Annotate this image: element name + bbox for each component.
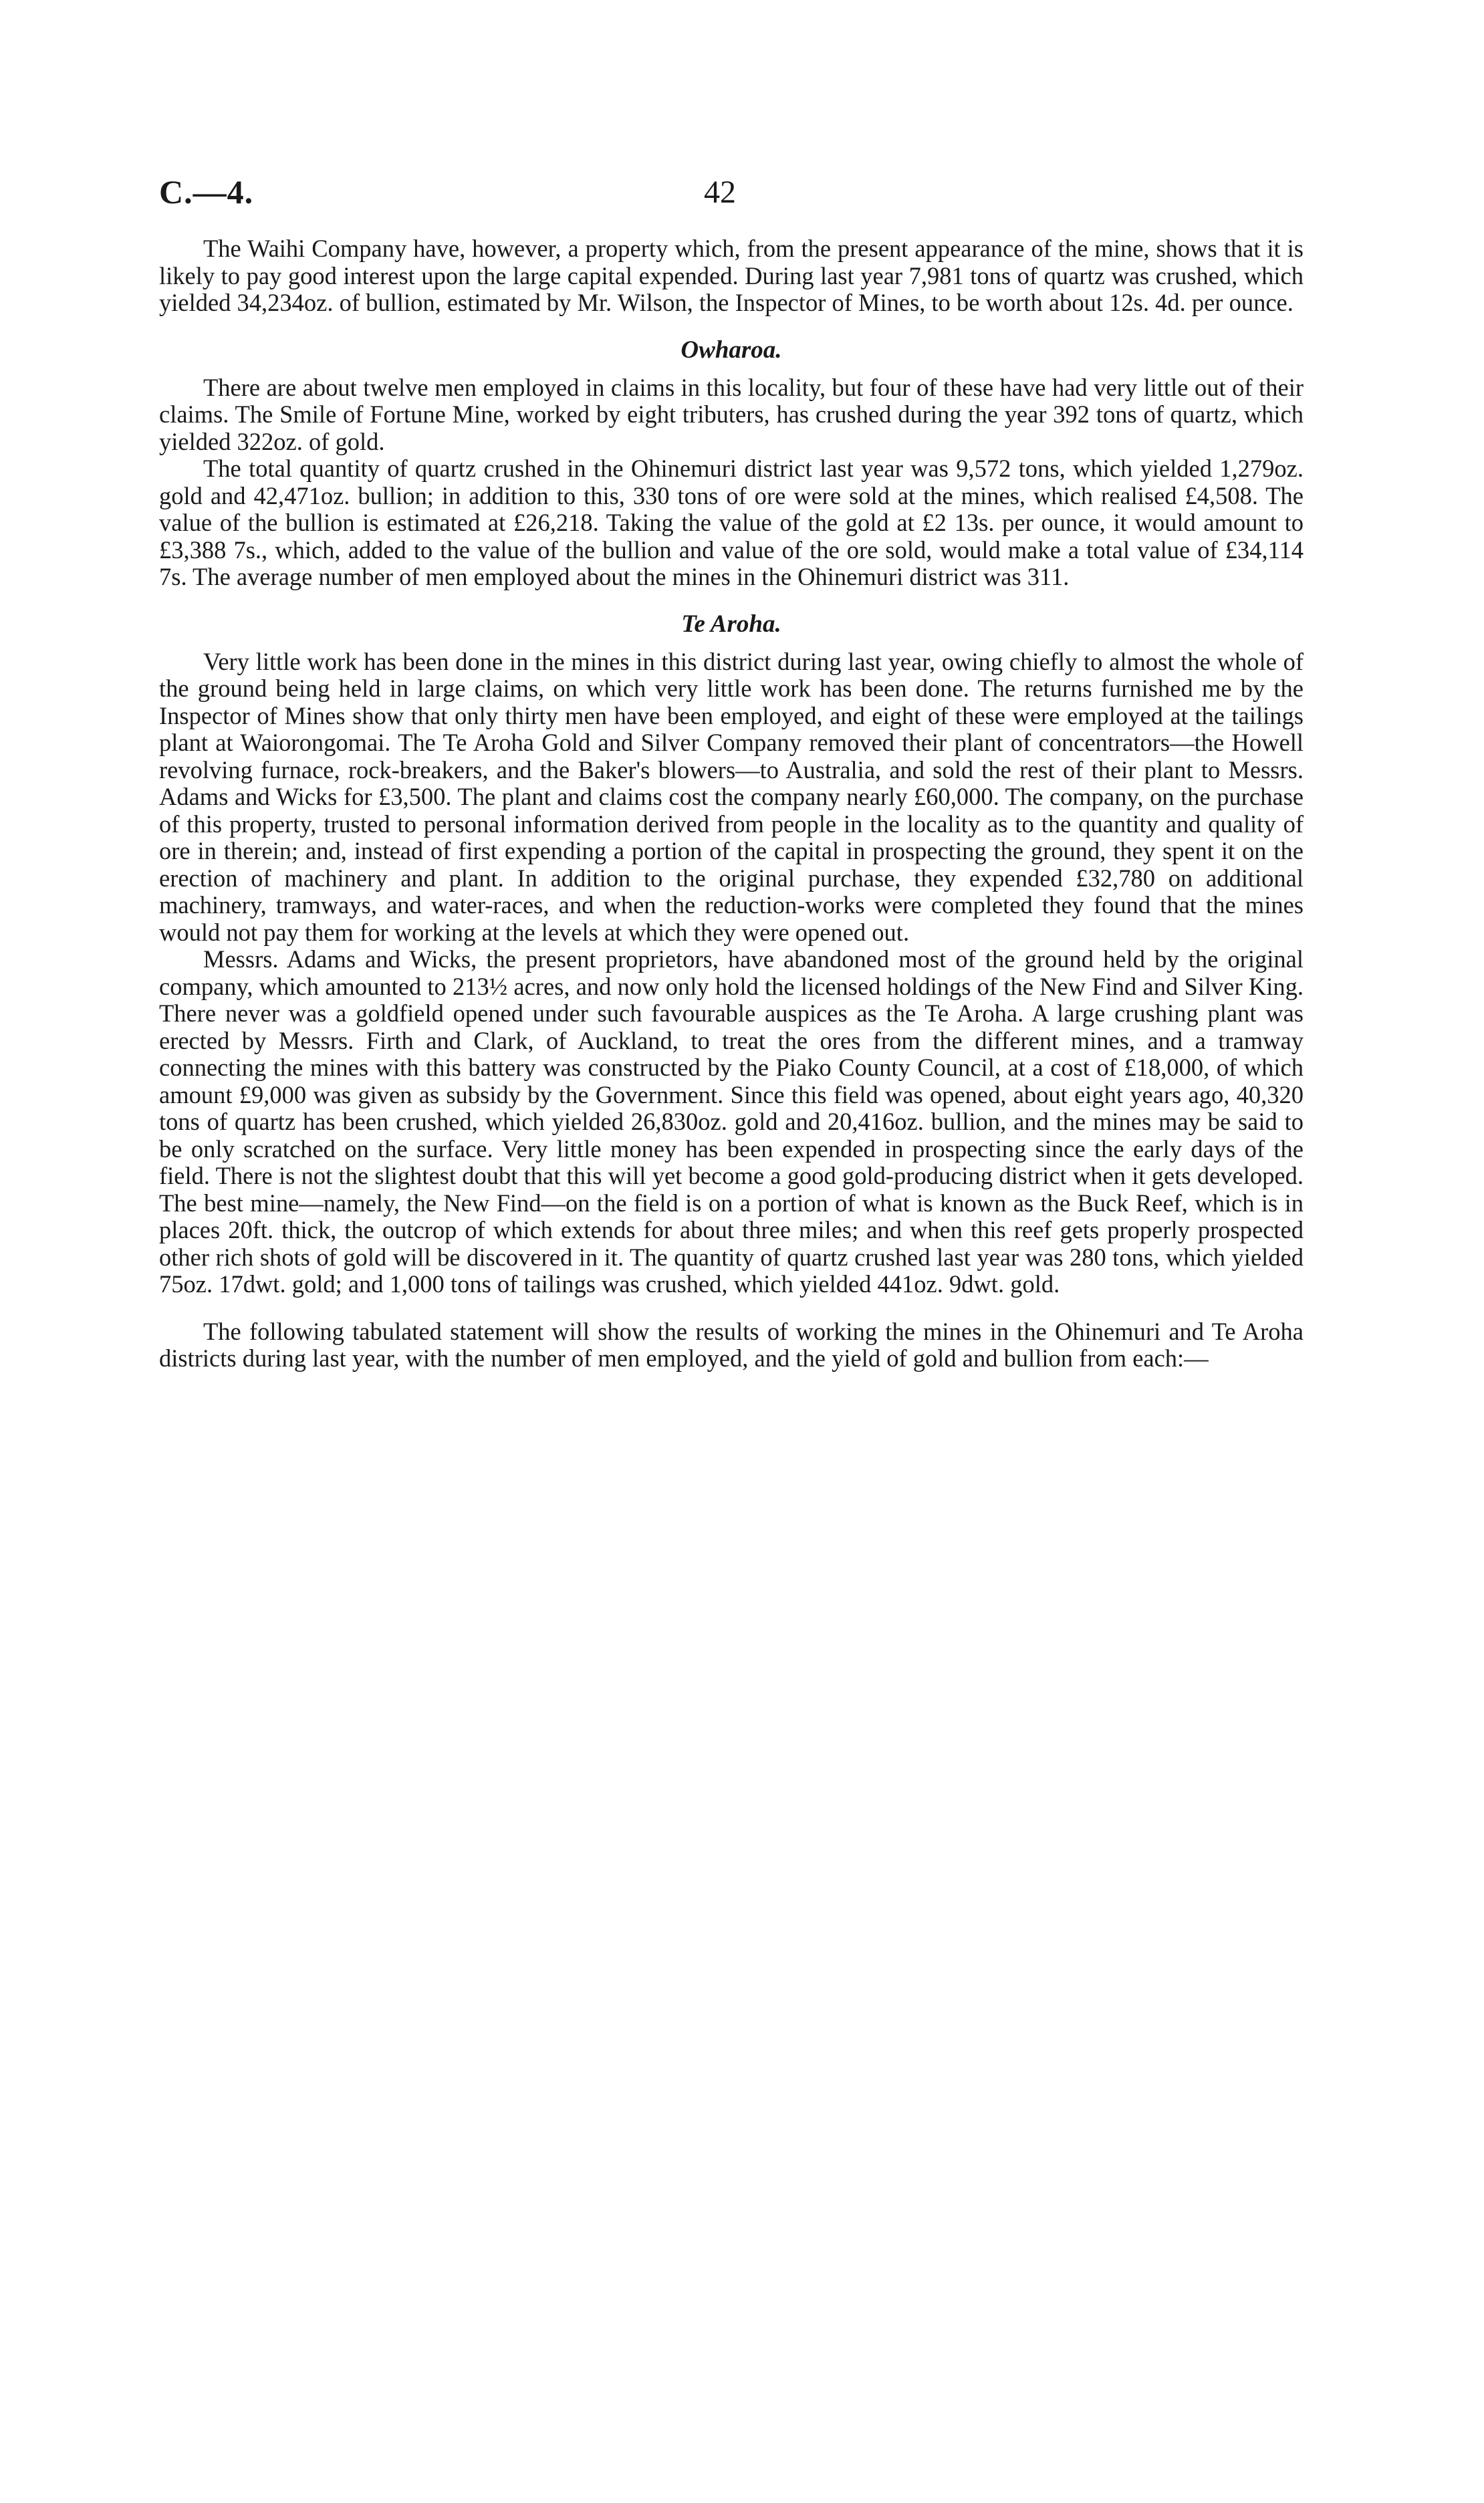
te-aroha-paragraph-1: Very little work has been done in the mines in this district during last year, owing chiefly to almost the whole of the ground being held in large claims, on which very little work has been done. The returns furnished me by the Inspector of Mines show that only thirty men have been employed, and eight of these were employed at the tailings plant at Waiorongomai. The Te Aroha Gold and Silver Company removed their plant of concentrators—the Howell revolving furnace, rock-breakers, and the Baker's blowers—to Australia, and sold the rest of their plant to Messrs. Adams and Wicks for £3,500. The plant and claims cost the company nearly £60,000. The company, on the purchase of this property, trusted to personal information derived from people in the locality as to the quantity and quality of ore in therein; and, instead of first expending a portion of the capital in prospecting the ground, they spent it on the erection of machinery and plant. In addition to the original purchase, they expended £32,780 on additional machinery, tramways, and water-races, and when the reduction-works were completed they found that the mines would not pay them for working at the levels at which they were opened out. [159,647,1304,946]
te-aroha-heading: Te Aroha. [681,610,781,638]
document-reference: C.—4. [159,173,254,211]
te-aroha-paragraph-2: Messrs. Adams and Wicks, the present proprietors, have abandoned most of the ground held by the original company, which amounted to 213½ acres, and now only hold the licensed holdings of the New Find and Silver King. There never was a goldfield opened under such favourable auspices as the Te Aroha. A large crushing plant was erected by Messrs. Firth and Clark, of Auckland, to treat the ores from the different mines, and a tramway connecting the mines with this battery was constructed by the Piako County Council, at a cost of £18,000, of which amount £9,000 was given as subsidy by the Government. Since this field was opened, about eight years ago, 40,320 tons of quartz has been crushed, which yielded 26,830oz. gold and 20,416oz. bullion, and the mines may be said to be only scratched on the surface. Very little money has been expended in prospecting since the early days of the field. There is not the slightest doubt that this will yet become a good gold-producing district when it gets developed. The best mine—namely, the New Find—on the field is on a portion of what is known as the Buck Reef, which is in places 20ft. thick, the outcrop of which extends for about three miles; and when this reef gets properly prospected other rich shots of gold will be discovered in it. The quantity of quartz crushed last year was 280 tons, which yielded 75oz. 17dwt. gold; and 1,000 tons of tailings was crushed, which yielded 441oz. 9dwt. gold. [159,945,1304,1298]
page-header [159,172,1304,213]
tabulated-statement-intro: The following tabulated statement will show the results of working the mines in the Ohinemuri and Te Aroha districts during last year, with the number of men employed, and the yield of gold and bullion from each:— [159,1317,1304,1372]
waihi-paragraph: The Waihi Company have, however, a property which, from the present appearance of the mine, shows that it is likely to pay good interest upon the large capital expended. During last year 7,981 tons of quartz was crushed, which yielded 34,234oz. of bullion, estimated by Mr. Wilson, the Inspector of Mines, to be worth about 12s. 4d. per ounce. [159,235,1304,316]
owharoa-paragraph-2: The total quantity of quartz crushed in the Ohinemuri district last year was 9,572 tons, which yielded 1,279oz. gold and 42,471oz. bullion; in addition to this, 330 tons of ore were sold at the mines, which realised £4,508. The value of the bullion is estimated at £26,218. Taking the value of the gold at £2 13s. per ounce, it would amount to £3,388 7s., which, added to the value of the bullion and value of the ore sold, would make a total value of £34,114 7s. The average number of men employed about the mines in the Ohinemuri district was 311. [159,455,1304,590]
page-number: 42 [704,174,736,210]
owharoa-heading: Owharoa. [681,336,782,364]
page-body [159,235,1304,1373]
owharoa-paragraph-1: There are about twelve men employed in claims in this locality, but four of these have had very little out of their claims. The Smile of Fortune Mine, worked by eight tributers, has crushed during the year 392 tons of quartz, which yielded 322oz. of gold. [159,373,1304,455]
